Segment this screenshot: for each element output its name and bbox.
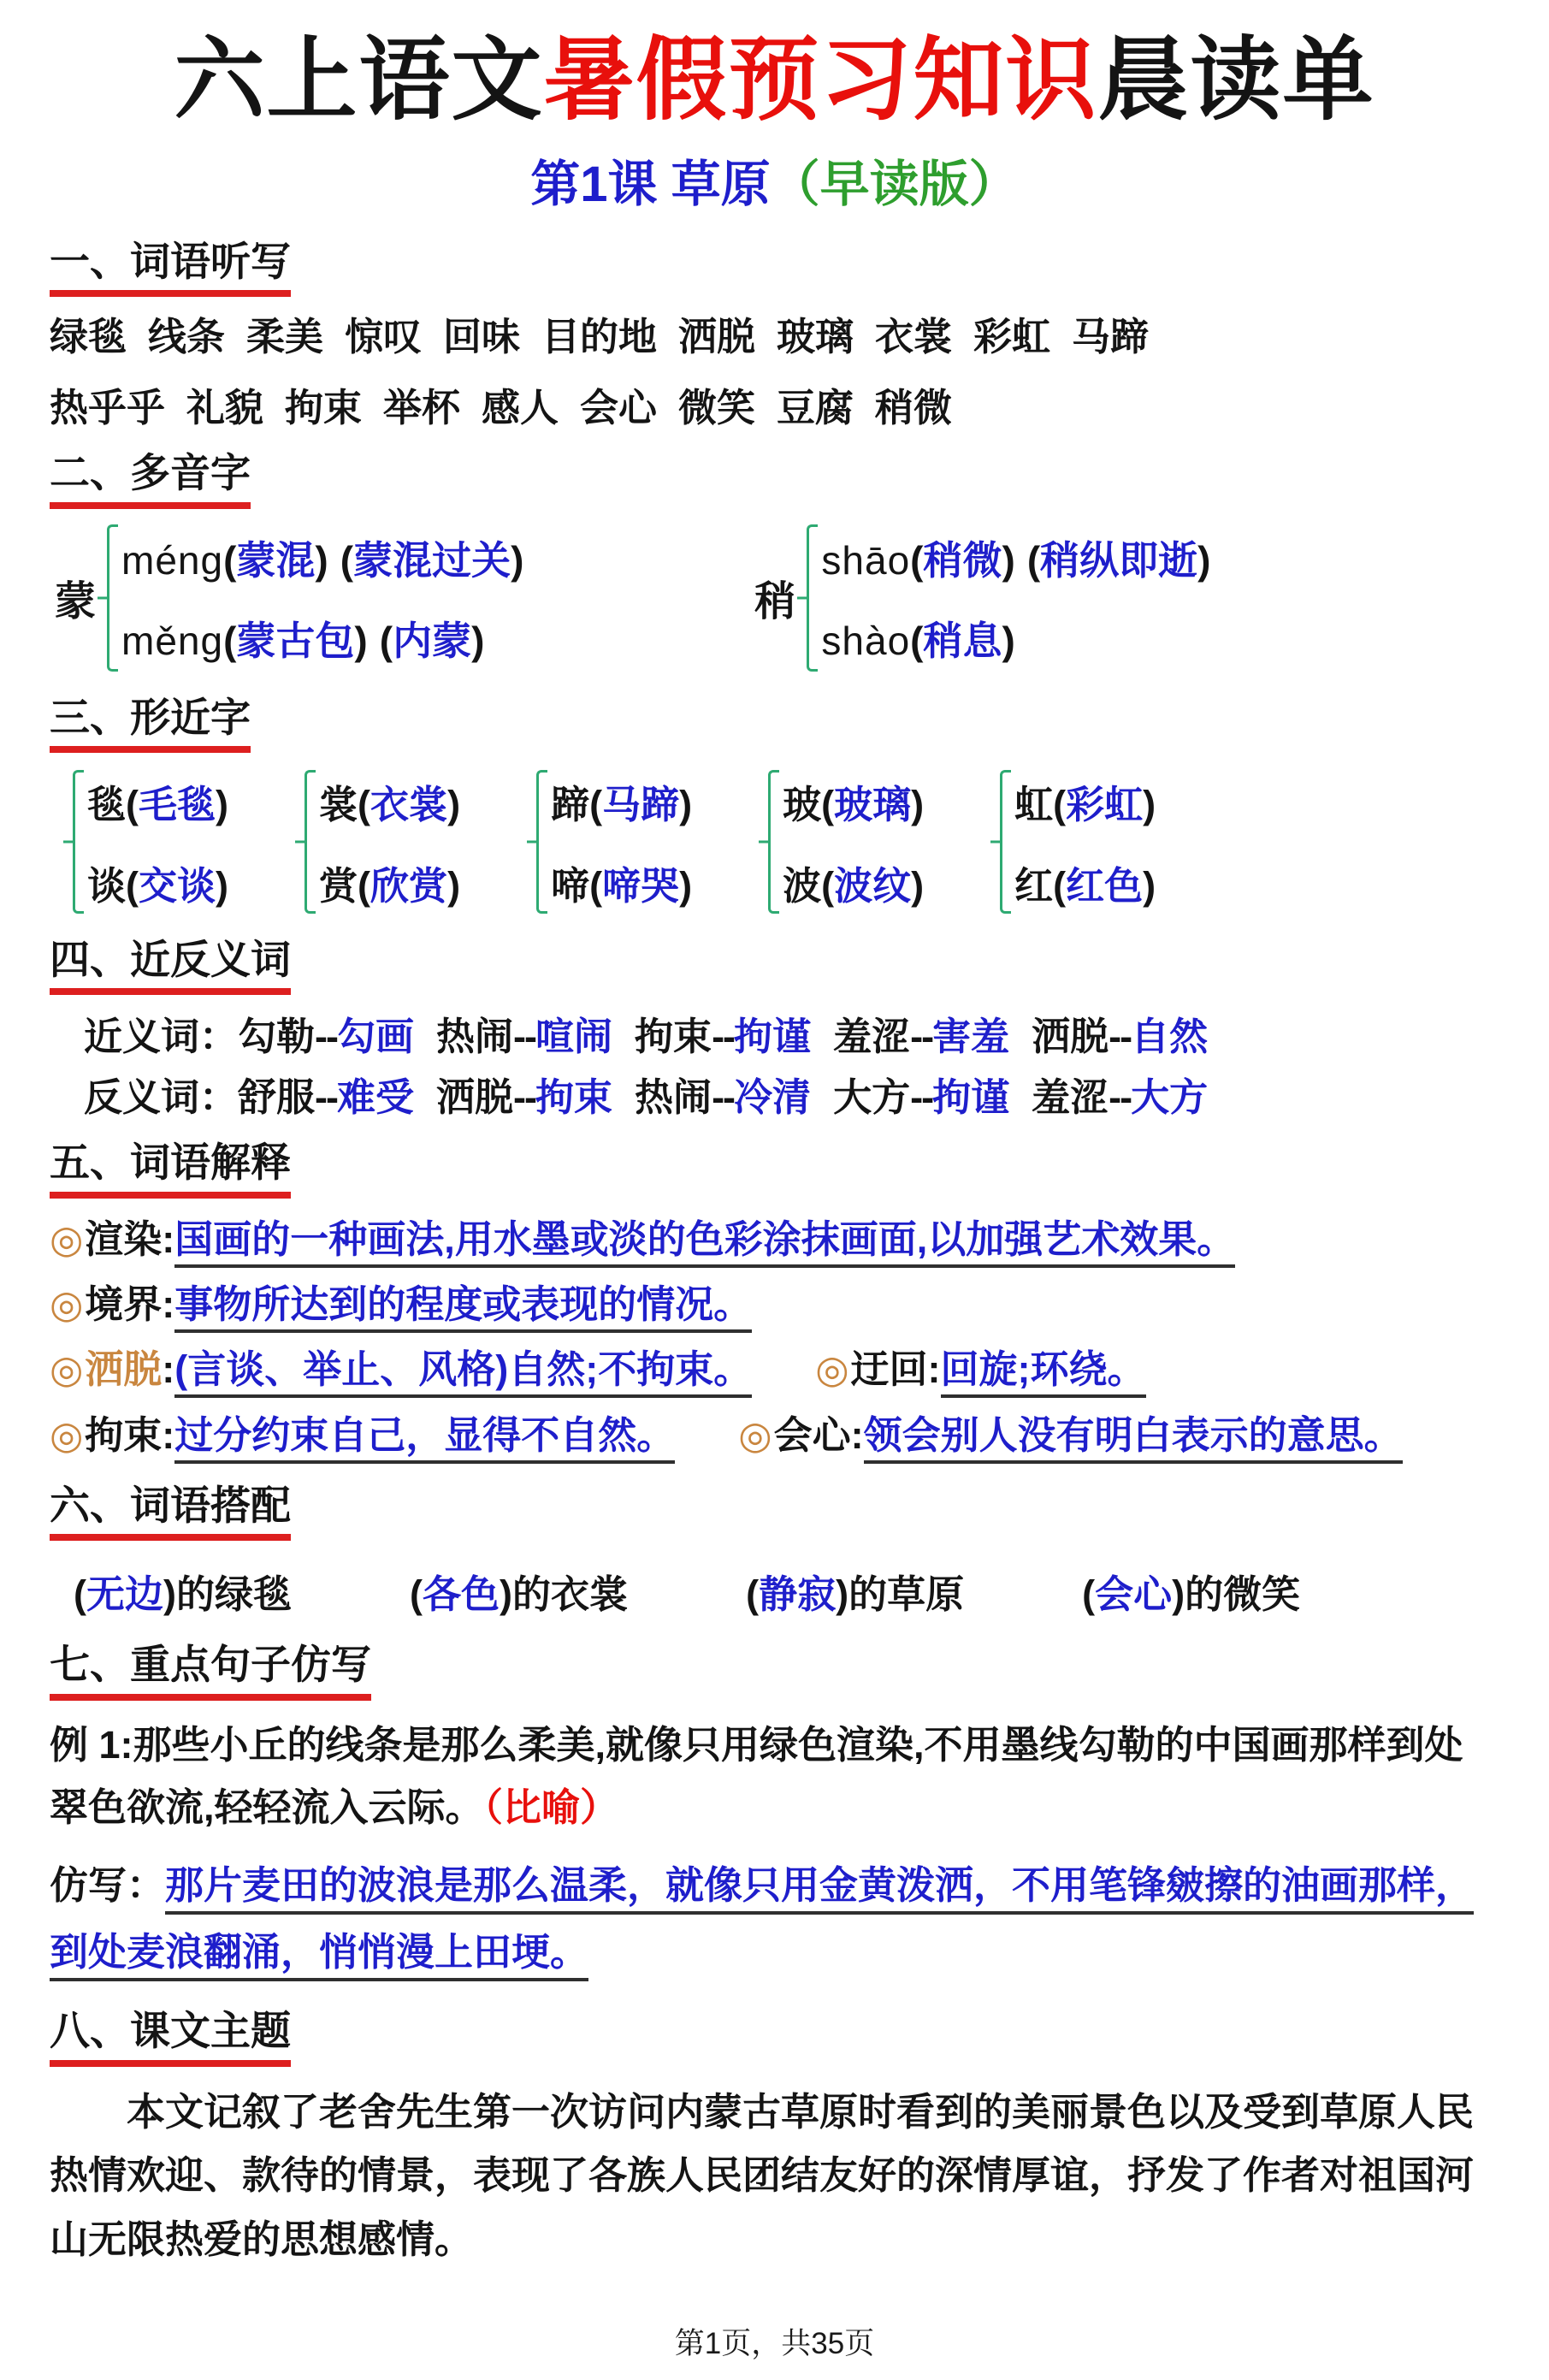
lesson-edition: （早读版） <box>770 156 1019 212</box>
char-word: ( 毛毯 ) <box>126 783 228 826</box>
section-heading-7: 七、重点句子仿写 <box>50 1641 1499 1700</box>
pinyin: shāo <box>821 537 911 583</box>
ring-bullet-icon: ◎ <box>50 1217 84 1261</box>
section-heading-6: 六、词语搭配 <box>50 1482 1499 1541</box>
char: 裳 <box>319 783 358 827</box>
section-collocations <box>50 1482 1499 1619</box>
definition-text: 国画的一种画法,用水墨或淡的色彩涂抹画面,以加强艺术效果。 <box>174 1217 1235 1268</box>
collocation-word: ( 无边 ) <box>74 1572 176 1616</box>
ring-bullet-icon: ◎ <box>738 1412 772 1457</box>
word-pair: 洒脱 -- 自然 <box>1032 1015 1208 1058</box>
pinyin: méng <box>121 537 224 583</box>
word-pair: 勾勒 -- 勾画 <box>238 1015 414 1058</box>
char: 啼 <box>551 864 590 909</box>
word-list-line-2: 热乎乎 礼貌 拘束 举杯 感人 会心 微笑 豆腐 稍微 <box>50 386 953 430</box>
word-pair: 羞涩 -- 害羞 <box>833 1015 1009 1058</box>
bracket-shape <box>304 770 316 914</box>
char-word: ( 波纹 ) <box>821 864 924 908</box>
pinyin: shào <box>821 618 911 663</box>
collocation-line <box>50 1563 1499 1619</box>
polyphone-reading <box>121 530 523 586</box>
collocation-rest: 的衣裳 <box>512 1572 629 1617</box>
bracket-shape <box>807 524 818 672</box>
definition-text: 领会别人没有明白表示的意思。 <box>864 1413 1403 1464</box>
ring-bullet-icon: ◎ <box>50 1347 84 1392</box>
section-heading-4: 四、近反义词 <box>50 936 1499 995</box>
antonym-label: 反义词： <box>84 1075 239 1120</box>
char: 虹 <box>1014 783 1054 827</box>
imitation-sentence <box>50 1852 1499 1985</box>
bracket-shape <box>536 770 547 914</box>
pinyin: měng <box>121 618 224 663</box>
polyphone-reading <box>821 610 1210 666</box>
char: 赏 <box>319 864 358 909</box>
definition-item: ◎迂回:回旋;环绕。 <box>815 1346 1145 1394</box>
bracket-shape <box>107 524 118 672</box>
collocation-word: ( 各色 ) <box>410 1572 512 1616</box>
word-pair: 拘束 -- 拘谨 <box>635 1015 811 1058</box>
definition-item: ◎渲染:国画的一种画法,用水墨或淡的色彩涂抹画面,以加强艺术效果。 <box>50 1216 1235 1264</box>
definition-text: 事物所达到的程度或表现的情况。 <box>174 1282 752 1333</box>
polyphone-block-meng <box>55 524 523 672</box>
imitation-label: 仿写： <box>50 1863 166 1908</box>
imitation-text: 那片麦田的波浪是那么温柔，就像只用金黄泼洒，不用笔锋皴擦的油画那样，到处麦浪翻涌，悄悄漫上田埂。 <box>50 1863 1474 1980</box>
collocation-rest: 的绿毯 <box>176 1572 293 1617</box>
section-sentence-imitation <box>50 1641 1499 1985</box>
antonym-line <box>50 1075 1499 1120</box>
polyphone-word: ( 稍纵即逝 ) <box>1027 538 1211 583</box>
ring-bullet-icon: ◎ <box>815 1347 849 1392</box>
polyphone-character: 稍 <box>754 579 796 625</box>
polyphone-row <box>55 524 1499 672</box>
char-word: ( 啼哭 ) <box>589 864 692 908</box>
title-part-3: 晨读单 <box>1097 30 1375 131</box>
polyphone-character: 蒙 <box>55 579 97 625</box>
polyphone-reading <box>821 530 1210 586</box>
ring-bullet-icon: ◎ <box>50 1282 84 1327</box>
example-sentence <box>50 1714 1499 1839</box>
similar-char-pair <box>293 770 460 914</box>
char: 波 <box>783 864 822 909</box>
char: 蹄 <box>551 783 590 827</box>
definition-text: 回旋;环绕。 <box>941 1347 1146 1398</box>
title-part-1: 六上语文 <box>174 30 544 131</box>
similar-char-pair <box>62 770 228 914</box>
word-pair: 热闹 -- 冷清 <box>635 1075 811 1119</box>
definition-text: (言谈、举止、风格)自然;不拘束。 <box>174 1347 752 1398</box>
section-heading-3: 三、形近字 <box>50 694 1499 753</box>
polyphone-word: ( 蒙混 ) <box>223 538 328 583</box>
bracket-shape <box>768 770 779 914</box>
word-list-line-1: 绿毯 线条 柔美 惊叹 回味 目的地 洒脱 玻璃 衣裳 彩虹 马蹄 <box>50 315 1150 359</box>
definition-label: 渲染 <box>85 1217 163 1261</box>
definition-item: ◎拘束:过分约束自己，显得不自然。 <box>50 1412 675 1459</box>
char-word: ( 交谈 ) <box>126 864 228 908</box>
similar-char-pair <box>989 770 1156 914</box>
definition-label: 洒脱 <box>85 1347 163 1392</box>
collocation-item <box>746 1563 964 1619</box>
char-word: ( 衣裳 ) <box>358 783 460 826</box>
ring-bullet-icon: ◎ <box>50 1412 84 1457</box>
word-pair: 热闹 -- 喧闹 <box>436 1015 612 1058</box>
word-pair: 洒脱 -- 拘束 <box>436 1075 612 1119</box>
collocation-item <box>410 1563 628 1619</box>
section-heading-8: 八、课文主题 <box>50 2007 1499 2066</box>
collocation-rest: 的微笑 <box>1185 1572 1301 1617</box>
polyphone-reading <box>121 610 523 666</box>
char-word: ( 彩虹 ) <box>1053 783 1156 826</box>
section-heading-5: 五、词语解释 <box>50 1139 1499 1198</box>
polyphone-word: ( 稍微 ) <box>910 538 1015 583</box>
page-footer <box>50 2320 1499 2363</box>
polyphone-word: ( 蒙混过关 ) <box>340 538 524 583</box>
section-heading-1: 一、词语听写 <box>50 238 1499 297</box>
section-heading-2: 二、多音字 <box>50 449 1499 508</box>
char-word: ( 玻璃 ) <box>821 783 924 826</box>
collocation-item <box>74 1563 292 1619</box>
page-number: 第1页，共35页 <box>674 2326 875 2360</box>
section-syn-ant <box>50 936 1499 1120</box>
collocation-word: ( 会心 ) <box>1082 1572 1185 1616</box>
collocation-rest: 的草原 <box>848 1572 965 1617</box>
char: 玻 <box>783 783 822 827</box>
similar-char-pair <box>757 770 924 914</box>
definition-text: 过分约束自己，显得不自然。 <box>174 1413 675 1464</box>
section-theme <box>50 2007 1499 2271</box>
collocation-word: ( 静寂 ) <box>746 1572 848 1616</box>
theme-paragraph: 本文记叙了老舍先生第一次访问内蒙古草原时看到的美丽景色以及受到草原人民热情欢迎、款待的情景，表现了各族人民团结友好的深情厚谊，抒发了作者对祖国河山无限热爱的思想感情。 <box>50 2089 1475 2261</box>
collocation-item <box>1082 1563 1300 1619</box>
char-word: ( 欣赏 ) <box>358 864 460 908</box>
section-word-dictation <box>50 238 1499 430</box>
definition-label: 会心 <box>773 1412 851 1457</box>
section-definitions <box>50 1139 1499 1459</box>
lesson-name: 第1课 草原 <box>530 156 771 212</box>
similar-char-pair <box>525 770 692 914</box>
synonym-line <box>50 1015 1499 1059</box>
char-word: ( 红色 ) <box>1053 864 1156 908</box>
polyphone-word: ( 内蒙 ) <box>380 619 485 663</box>
char: 红 <box>1014 864 1054 909</box>
definition-item: ◎境界:事物所达到的程度或表现的情况。 <box>50 1281 752 1329</box>
word-pair: 舒服 -- 难受 <box>238 1075 414 1119</box>
polyphone-word: ( 稍息 ) <box>910 619 1015 663</box>
similar-char-row <box>62 770 1499 914</box>
example-text: 例 1:那些小丘的线条是那么柔美,就像只用绿色渲染,不用墨线勾勒的中国画那样到处翠色欲流,轻轻流入云际。 <box>50 1722 1463 1829</box>
definition-label: 迂回 <box>850 1347 928 1392</box>
rhetoric-tag: （比喻） <box>483 1785 619 1829</box>
definition-item: ◎会心:领会别人没有明白表示的意思。 <box>738 1412 1402 1459</box>
bracket-shape <box>73 770 84 914</box>
polyphone-word: ( 蒙古包 ) <box>223 619 368 663</box>
synonym-label: 近义词： <box>84 1015 239 1059</box>
section-polyphones <box>50 449 1499 671</box>
definition-item: ◎洒脱:(言谈、举止、风格)自然;不拘束。 <box>50 1346 752 1394</box>
title-highlight: 暑假预习知识 <box>543 30 1098 131</box>
section-similar-chars <box>50 694 1499 914</box>
bracket-shape <box>1000 770 1011 914</box>
page-title <box>50 29 1499 133</box>
lesson-subtitle <box>50 144 1499 216</box>
word-pair: 羞涩 -- 大方 <box>1032 1075 1208 1119</box>
definition-label: 境界 <box>85 1282 163 1327</box>
definition-label: 拘束 <box>85 1412 163 1457</box>
word-pair: 大方 -- 拘谨 <box>833 1075 1009 1119</box>
char-word: ( 马蹄 ) <box>589 783 692 826</box>
polyphone-block-shao <box>754 524 1210 672</box>
char: 谈 <box>87 864 127 909</box>
char: 毯 <box>87 783 127 827</box>
